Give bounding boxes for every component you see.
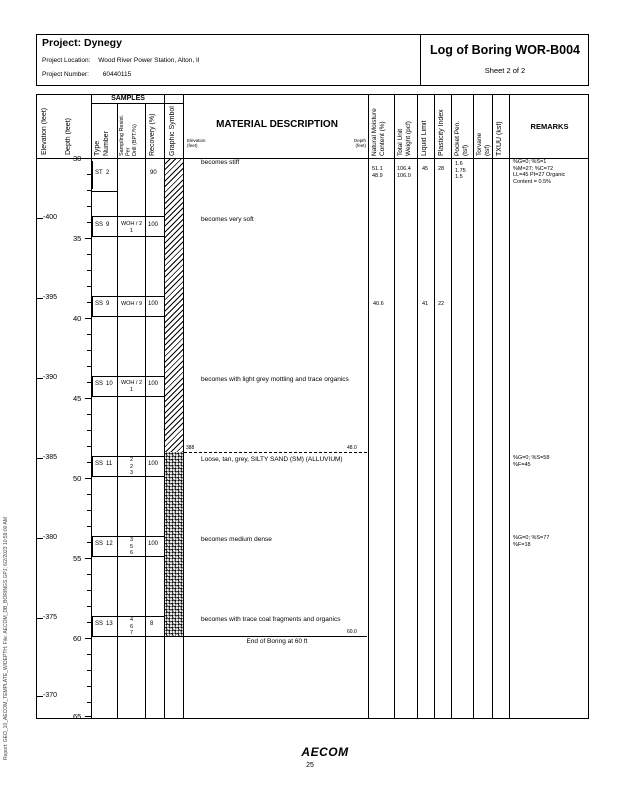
depth-label: 40 [73,314,82,323]
depth-tick [85,558,91,559]
sample-blows: 2 2 3 [129,457,134,476]
sample-number: 9 [106,222,110,228]
stratum-boundary [184,452,367,453]
description: Loose, tan, grey, SILTY SAND (SM) (ALLUVIUM) [201,456,343,463]
sample-type: SS [95,222,104,228]
col-line [509,95,510,718]
sample-recovery: 100 [148,541,159,547]
sample-marker [91,161,93,189]
number-header: Number [103,131,110,156]
sample-number: 11 [106,461,113,467]
remark: %G=0; %S=1 %M=27; %C=72 LL=45 PI=27 Organic Content = 0.5% [513,159,566,185]
sample-number: 13 [106,621,113,627]
sample-blows: 4 6 7 [129,617,134,636]
number-value: 60440115 [102,71,132,78]
description: becomes with trace coal fragments and organics [201,616,341,623]
liquid-limit-header: Liquid Limit [421,120,428,156]
sample-type: SS [95,381,104,387]
elev-sub-header: Elevation (feet) [187,138,206,148]
sample-marker [91,376,93,396]
sample-blows: 3 5 6 [129,537,134,556]
elevation-label: -400 [43,214,58,221]
elevation-label: -380 [43,534,58,541]
depth-label: 30 [73,154,82,163]
side-report-text: Report: GEO_10_AECOM_TEMPLATE_W/DEPTH; File: AECOM_DB_BORINGS.GPJ; 6/2/2023 10:59:00 AM [3,516,9,760]
remark: %G=0; %S=77 %F=18 [513,535,550,548]
type-header: Type [94,140,101,156]
elevation-label: -395 [43,294,58,301]
sample-bottom [91,316,164,317]
sample-number: 10 [106,381,113,387]
graphic-header: Graphic Symbol [169,106,176,156]
sample-top [91,296,164,297]
location-value: Wood River Power Station, Alton, Il [98,57,200,64]
description: becomes with light grey mottling and trace organics [201,376,349,383]
unit-weight-value: 106.4 106.0 [397,166,411,179]
col-line [183,95,184,718]
end-depth: 60.0 [347,629,357,635]
header-divider [420,35,421,85]
material-header: MATERIAL DESCRIPTION [216,119,338,130]
elevation-label: -390 [43,374,58,381]
elevation-header: Elevation (feet) [41,107,48,155]
col-line [451,95,452,718]
number-label: Project Number: [42,71,89,78]
depth-label: 35 [73,234,82,243]
depth-tick [85,158,91,159]
boring-log-table [36,94,589,719]
col-line [434,95,435,718]
liquid-limit-value: 41 [422,301,429,307]
sample-type: SS [95,541,104,547]
col-line [473,95,474,718]
torvane-header: Torvane (tsf) [476,132,491,156]
elev-tick [37,458,43,459]
elev-tick [37,538,43,539]
pocket-pen-value: 1.6 1.75 1.5 [455,161,466,180]
elevation-label: -385 [43,454,58,461]
depth-tick [85,318,91,319]
col-line [394,95,395,718]
sampling-header: Sampling Resist. Per Drill (BPT/%) [119,114,138,156]
sheet-number: Sheet 2 of 2 [484,66,526,75]
boundary-depth: 48.0 [347,445,357,451]
col-line [117,103,118,718]
location-label: Project Location: [42,57,91,64]
pocket-pen-header: Pocket Pen. (tsf) [454,120,469,156]
sample-marker [91,536,93,556]
remarks-header: REMARKS [530,122,569,131]
description: becomes medium dense [201,536,272,543]
description: becomes stiff [201,159,240,166]
sample-blows: WOH / 2 1 [120,380,143,393]
clay-symbol [165,159,183,452]
boundary-elevation: 388 [186,445,195,451]
elev-tick [37,378,43,379]
header-box [36,34,589,86]
sample-recovery: 8 [150,621,154,627]
depth-header: Depth (feet) [65,118,72,155]
elevation-label: -370 [43,692,58,699]
depth-sub-header: Depth (feet) [353,138,366,148]
sample-top [91,376,164,377]
depth-label: 45 [73,394,82,403]
depth-tick [85,716,91,717]
sample-marker [91,296,93,316]
plasticity-value: 22 [438,301,445,307]
col-line [417,95,418,718]
moisture-value: 40.6 [373,301,384,307]
sample-recovery: 100 [148,381,159,387]
sample-recovery: 100 [148,222,159,228]
description: becomes very soft [201,216,254,223]
sample-number: 2 [106,170,110,176]
sample-type: SS [95,461,104,467]
recovery-header: Recovery (%) [149,113,156,156]
project-number-row [42,71,131,78]
depth-tick [85,478,91,479]
elev-tick [37,298,43,299]
aecom-logo: AECOM [301,745,349,759]
elev-tick [37,696,43,697]
depth-label: 65 [73,712,82,721]
sample-type: SS [95,621,104,627]
sample-blows: WOH / 9 [120,301,143,307]
elev-tick [37,218,43,219]
col-line [368,95,369,718]
depth-tick [85,398,91,399]
sample-marker [91,216,93,236]
sample-number: 9 [106,301,110,307]
project-location-row [42,57,199,64]
unit-weight-header: Total Unit Weight (pcf) [397,121,412,156]
txuu-header: TXUU (ksf) [496,121,503,156]
depth-label: 55 [73,554,82,563]
remark: %G=0; %S=58 %F=45 [513,455,550,468]
sample-type: SS [95,301,104,307]
sand-symbol [165,452,183,636]
depth-label: 60 [73,634,82,643]
moisture-header: Natural Moisture Content (%) [371,108,386,156]
sample-recovery: 90 [150,170,157,176]
plasticity-value: 28 [438,166,445,172]
moisture-value: 51.1 48.9 [372,166,383,179]
plasticity-header: Plasticity Index [438,109,445,156]
elevation-label: -375 [43,614,58,621]
sample-bottom [91,396,164,397]
samples-header: SAMPLES [111,95,145,102]
sample-top [91,216,164,217]
end-of-boring-line [184,636,367,637]
sample-marker [91,616,93,636]
liquid-limit-value: 45 [422,166,429,172]
col-line [145,103,146,718]
project-title: Project: Dynegy [42,37,122,49]
sample-recovery: 100 [148,461,159,467]
sample-bottom [91,236,164,237]
page-number: 25 [306,762,314,769]
log-title: Log of Boring WOR-B004 [430,43,580,57]
sample-blows: WOH / 2 1 [120,221,143,234]
end-of-boring: End of Boring at 60 ft [246,638,308,645]
col-line [492,95,493,718]
depth-tick [85,238,91,239]
elev-tick [37,618,43,619]
sample-recovery: 100 [148,301,159,307]
depth-tick [85,638,91,639]
sample-type: ST [95,170,103,176]
sample-number: 12 [106,541,113,547]
depth-label: 50 [73,474,82,483]
sample-marker [91,456,93,476]
end-line [165,636,183,637]
